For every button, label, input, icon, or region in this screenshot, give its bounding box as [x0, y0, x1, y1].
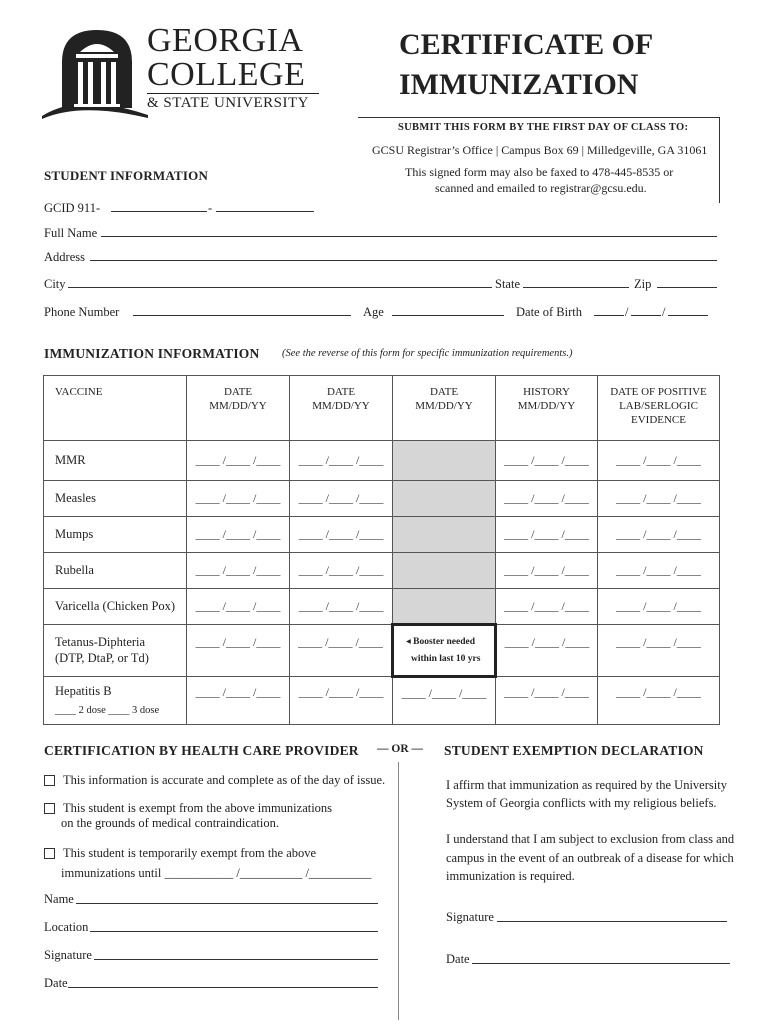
- provider-date-label: Date: [44, 976, 68, 990]
- student-date-label: Date: [446, 952, 470, 966]
- state-label: State: [495, 277, 520, 291]
- exemption-para1-line2: System of Georgia conflicts with my religious beliefs.: [446, 796, 717, 810]
- date-cell[interactable]: ____ /____ /____: [290, 517, 393, 553]
- student-signature-field[interactable]: [497, 921, 727, 922]
- table-row-varicella: [44, 589, 720, 625]
- option-accurate[interactable]: [44, 773, 385, 788]
- student-info-heading: STUDENT INFORMATION: [44, 168, 209, 183]
- state-field[interactable]: [523, 287, 629, 288]
- booster-note-line1: ◂ Booster needed: [406, 636, 475, 647]
- gcid-dash: -: [208, 201, 213, 215]
- gcid-label: GCID 911-: [44, 201, 101, 215]
- submit-box-border: [719, 117, 720, 203]
- table-row-rubella: [44, 553, 720, 589]
- logo-georgia: GEORGIA: [147, 22, 304, 59]
- immunization-note: (See the reverse of this form for specific immunization requirements.): [282, 348, 573, 359]
- dob-field-year[interactable]: [668, 315, 708, 316]
- dob-slash-2: /: [662, 305, 666, 319]
- vaccine-name: [44, 677, 187, 725]
- or-separator: — OR —: [377, 743, 423, 755]
- date-cell[interactable]: ____ /____ /____: [187, 589, 290, 625]
- temporary-exempt-until[interactable]: immunizations until ___________ /__________ /__________: [61, 866, 372, 880]
- exemption-para2-line2: campus in the event of an outbreak of a disease for which: [446, 851, 734, 865]
- evidence-cell[interactable]: ____ /____ /____: [598, 589, 720, 625]
- table-row-tetanus: [44, 625, 720, 677]
- provider-name-label: Name: [44, 892, 74, 906]
- shaded-cell: [393, 441, 496, 481]
- history-cell[interactable]: ____ /____ /____: [496, 481, 598, 517]
- checkbox-medical-exempt[interactable]: [44, 803, 55, 814]
- logo-state-university: & STATE UNIVERSITY: [147, 95, 309, 111]
- table-header-row: [44, 376, 720, 441]
- city-label: City: [44, 277, 66, 291]
- dob-slash-1: /: [625, 305, 629, 319]
- city-field[interactable]: [68, 287, 492, 288]
- date-cell[interactable]: ____ /____ /____: [187, 553, 290, 589]
- column-header-date-1: DATE MM/DD/YY: [187, 376, 290, 441]
- vaccine-name-sub: (DTP, DtaP, or Td): [55, 651, 149, 665]
- certification-divider: [398, 762, 399, 1020]
- submit-heading: SUBMIT THIS FORM BY THE FIRST DAY OF CLASS TO:: [398, 122, 689, 133]
- dob-field-month[interactable]: [594, 315, 624, 316]
- provider-location-label: Location: [44, 920, 89, 934]
- table-row-measles: [44, 481, 720, 517]
- history-cell[interactable]: ____ /____ /____: [496, 553, 598, 589]
- vaccine-name: Rubella: [44, 553, 187, 589]
- full-name-field[interactable]: [101, 236, 717, 237]
- history-cell[interactable]: ____ /____ /____: [496, 441, 598, 481]
- dose-options[interactable]: ____ 2 dose ____ 3 dose: [55, 705, 160, 716]
- exemption-para1-line1: I affirm that immunization as required by the University: [446, 778, 727, 792]
- provider-name-field[interactable]: [76, 903, 378, 904]
- phone-label: Phone Number: [44, 305, 120, 319]
- address-label: Address: [44, 250, 85, 264]
- date-cell[interactable]: ____ /____ /____: [290, 553, 393, 589]
- immunization-table: [43, 375, 720, 725]
- date-cell[interactable]: ____ /____ /____: [187, 625, 290, 677]
- dob-label: Date of Birth: [516, 305, 582, 319]
- date-cell[interactable]: ____ /____ /____: [290, 625, 393, 677]
- immunization-heading: IMMUNIZATION INFORMATION: [44, 346, 260, 361]
- date-cell[interactable]: ____ /____ /____: [187, 517, 290, 553]
- dob-field-day[interactable]: [631, 315, 661, 316]
- date-cell[interactable]: ____ /____ /____: [393, 677, 496, 725]
- university-building-icon: [40, 22, 150, 122]
- evidence-cell[interactable]: ____ /____ /____: [598, 677, 720, 725]
- shaded-cell: [393, 481, 496, 517]
- option-medical-exempt-label-2: on the grounds of medical contraindication.: [61, 816, 279, 830]
- shaded-cell: [393, 517, 496, 553]
- student-date-field[interactable]: [472, 963, 730, 964]
- submit-divider: [358, 117, 720, 118]
- page-title-line1: CERTIFICATE OF: [399, 28, 654, 61]
- gcid-field-1[interactable]: [111, 211, 207, 212]
- submit-fax-line2: scanned and emailed to registrar@gcsu.edu.: [435, 181, 647, 195]
- date-cell[interactable]: ____ /____ /____: [290, 441, 393, 481]
- date-cell[interactable]: ____ /____ /____: [290, 589, 393, 625]
- phone-field[interactable]: [133, 315, 351, 316]
- option-medical-exempt-label: This student is exempt from the above immunizations: [63, 801, 333, 815]
- provider-signature-label: Signature: [44, 948, 92, 962]
- booster-note: [393, 625, 496, 677]
- evidence-cell[interactable]: ____ /____ /____: [598, 441, 720, 481]
- vaccine-name-main: Hepatitis B: [55, 684, 112, 698]
- evidence-cell[interactable]: ____ /____ /____: [598, 553, 720, 589]
- submit-fax-line1: This signed form may also be faxed to 478-445-8535 or: [405, 165, 674, 179]
- date-cell[interactable]: ____ /____ /____: [187, 481, 290, 517]
- column-header-date-2: DATE MM/DD/YY: [290, 376, 393, 441]
- option-medical-exempt[interactable]: [44, 801, 332, 831]
- checkbox-accurate[interactable]: [44, 775, 55, 786]
- shaded-cell: [393, 589, 496, 625]
- vaccine-name: [44, 625, 187, 677]
- full-name-label: Full Name: [44, 226, 98, 240]
- option-temporary-exempt-label: This student is temporarily exempt from the above: [63, 846, 317, 860]
- date-cell[interactable]: ____ /____ /____: [290, 677, 393, 725]
- vaccine-name: Mumps: [44, 517, 187, 553]
- logo-college: COLLEGE: [147, 56, 306, 93]
- vaccine-name: Varicella (Chicken Pox): [44, 589, 187, 625]
- shaded-cell: [393, 553, 496, 589]
- table-row-mmr: [44, 441, 720, 481]
- column-header-history: HISTORY MM/DD/YY: [496, 376, 598, 441]
- zip-field[interactable]: [657, 287, 717, 288]
- submit-address: GCSU Registrar’s Office | Campus Box 69 | Milledgeville, GA 31061: [372, 143, 708, 157]
- zip-label: Zip: [634, 277, 652, 291]
- column-header-positive-evidence: DATE OF POSITIVE LAB/SERLOGIC EVIDENCE: [598, 376, 720, 441]
- page-title-line2: IMMUNIZATION: [399, 68, 639, 101]
- option-accurate-label: This information is accurate and complete as of the day of issue.: [63, 773, 386, 787]
- student-signature-label: Signature: [446, 910, 494, 924]
- vaccine-name: Measles: [44, 481, 187, 517]
- evidence-cell[interactable]: ____ /____ /____: [598, 625, 720, 677]
- age-label: Age: [363, 305, 384, 319]
- column-header-vaccine: VACCINE: [44, 376, 187, 441]
- table-row-mumps: [44, 517, 720, 553]
- history-cell[interactable]: ____ /____ /____: [496, 625, 598, 677]
- vaccine-name-main: Tetanus-Diphteria: [55, 635, 146, 649]
- exemption-para2-line3: immunization is required.: [446, 869, 575, 883]
- column-header-date-3: DATE MM/DD/YY: [393, 376, 496, 441]
- certification-heading: CERTIFICATION BY HEALTH CARE PROVIDER: [44, 743, 359, 758]
- provider-location-field[interactable]: [90, 931, 378, 932]
- evidence-cell[interactable]: ____ /____ /____: [598, 481, 720, 517]
- gcid-field-2[interactable]: [216, 211, 314, 212]
- checkbox-temporary-exempt[interactable]: [44, 848, 55, 859]
- table-row-hepatitis-b: [44, 677, 720, 725]
- date-cell[interactable]: ____ /____ /____: [187, 677, 290, 725]
- history-cell[interactable]: ____ /____ /____: [496, 589, 598, 625]
- vaccine-name: MMR: [44, 441, 187, 481]
- provider-date-field[interactable]: [68, 987, 378, 988]
- evidence-cell[interactable]: ____ /____ /____: [598, 517, 720, 553]
- exemption-para2-line1: I understand that I am subject to exclusion from class and: [446, 832, 735, 846]
- date-cell[interactable]: ____ /____ /____: [187, 441, 290, 481]
- option-temporary-exempt[interactable]: [44, 846, 316, 861]
- exemption-heading: STUDENT EXEMPTION DECLARATION: [444, 743, 704, 758]
- booster-note-line2: within last 10 yrs: [411, 653, 481, 664]
- history-cell[interactable]: ____ /____ /____: [496, 677, 598, 725]
- history-cell[interactable]: ____ /____ /____: [496, 517, 598, 553]
- age-field[interactable]: [392, 315, 504, 316]
- logo: [40, 22, 330, 122]
- address-field[interactable]: [90, 260, 717, 261]
- date-cell[interactable]: ____ /____ /____: [290, 481, 393, 517]
- provider-signature-field[interactable]: [94, 959, 378, 960]
